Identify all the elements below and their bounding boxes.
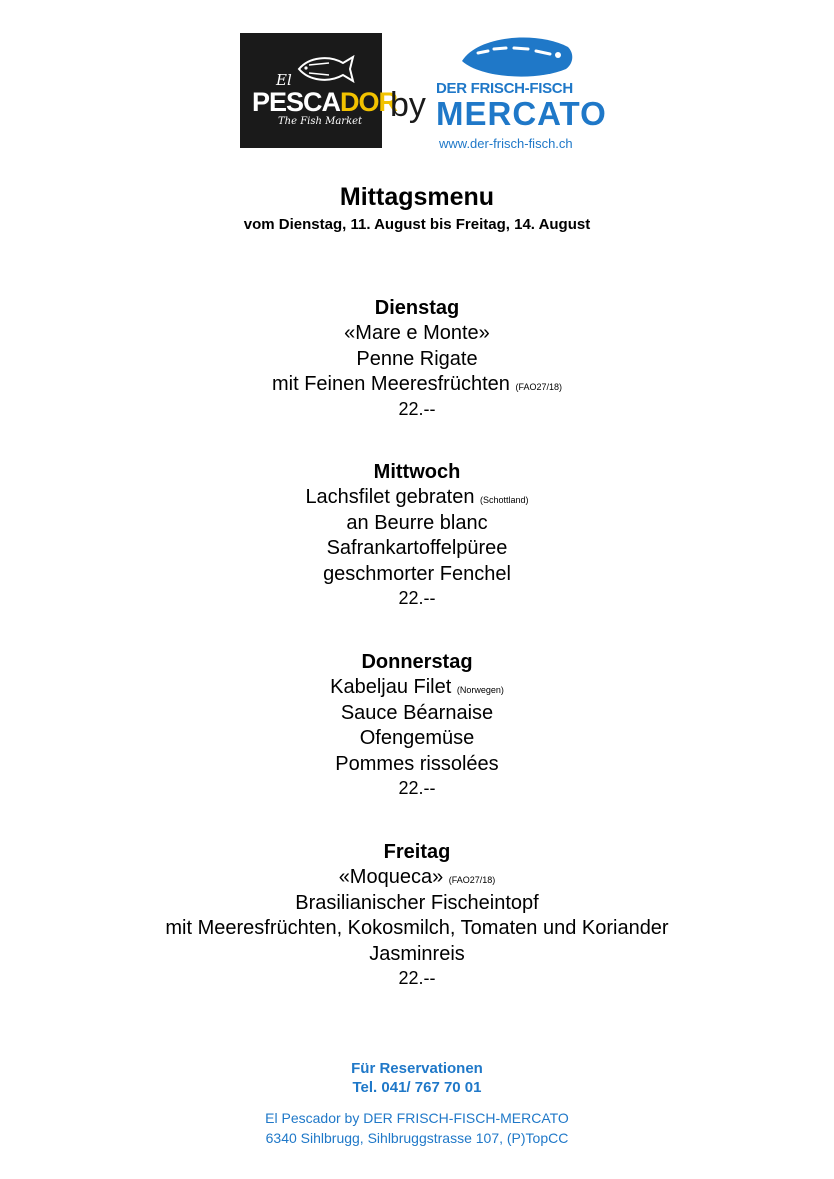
dish-text: Kabeljau Filet <box>330 676 452 698</box>
logo-pescador-wordmark <box>252 87 397 118</box>
logo-el-text: El <box>276 71 292 89</box>
logo-pescador-word-accent: DOR <box>340 87 398 117</box>
price: 22.-- <box>398 778 436 798</box>
reservation-phone[interactable]: Tel. 041/ 767 70 01 <box>352 1079 482 1096</box>
mercato-website[interactable]: www.der-frisch-fisch.ch <box>439 136 573 151</box>
mercato-line1: DER FRISCH-FISCH <box>436 80 573 97</box>
day-block-donnerstag <box>0 649 834 799</box>
dish-line <box>0 485 834 511</box>
origin-note: (FAO27/18) <box>448 875 496 885</box>
dish-line <box>0 726 834 752</box>
dish-line <box>0 916 834 942</box>
dish-line <box>0 321 834 347</box>
el-pescador-logo <box>240 33 398 148</box>
dish-text: Pommes rissolées <box>335 752 499 775</box>
dish-line <box>0 675 834 701</box>
by-text: by <box>390 86 426 124</box>
dish-text: an Beurre blanc <box>346 511 488 534</box>
price: 22.-- <box>398 968 436 988</box>
dish-text: Ofengemüse <box>359 727 475 749</box>
day-block-mittwoch <box>0 459 834 609</box>
origin-note: (FAO27/18) <box>515 382 562 392</box>
day-name: Mittwoch <box>373 461 461 483</box>
reservation-label: Für Reservationen <box>351 1060 483 1077</box>
day-block-freitag <box>0 839 834 989</box>
origin-note: (Schottland) <box>480 495 529 505</box>
address-block <box>0 1108 834 1148</box>
dish-line <box>0 511 834 537</box>
dish-line <box>0 347 834 373</box>
dish-text: mit Meeresfrüchten, Kokosmilch, Tomaten und Koriander <box>165 917 669 939</box>
fish-icon <box>295 51 357 87</box>
address-line-1: El Pescador by DER FRISCH-FISCH-MERCATO <box>265 1110 569 1126</box>
dish-line <box>0 372 834 398</box>
day-name: Dienstag <box>374 297 460 319</box>
mercato-logo <box>436 33 607 153</box>
dish-text: Brasilianischer Fischeintopf <box>295 891 539 914</box>
dish-line <box>0 865 834 891</box>
reservation-block <box>0 1059 834 1097</box>
day-name: Donnerstag <box>361 651 473 673</box>
dish-text: mit Feinen Meeresfrüchten <box>272 373 510 395</box>
fish-word-icon <box>458 33 578 79</box>
origin-note: (Norwegen) <box>456 685 504 695</box>
logo-pescador-word-main: PESCA <box>252 87 341 117</box>
dish-line <box>0 562 834 588</box>
day-block-dienstag <box>0 295 834 420</box>
logo-tagline: The Fish Market <box>278 116 363 127</box>
dish-text: Penne Rigate <box>356 347 478 370</box>
dish-text: geschmorter Fenchel <box>323 562 511 585</box>
dish-line <box>0 701 834 727</box>
dish-text: Sauce Béarnaise <box>340 701 494 724</box>
day-name: Freitag <box>383 841 451 863</box>
dish-text: Jasminreis <box>369 942 465 965</box>
dish-line <box>0 752 834 778</box>
dish-text: Safrankartoffelpüree <box>326 537 508 559</box>
page-title: Mittagsmenu <box>339 183 495 211</box>
mercato-line2: MERCATO <box>436 95 607 132</box>
page-subtitle: vom Dienstag, 11. August bis Freitag, 14. August <box>243 216 591 233</box>
dish-text: «Mare e Monte» <box>344 322 490 344</box>
price: 22.-- <box>398 398 436 419</box>
dish-line <box>0 942 834 968</box>
dish-text: Lachsfilet gebraten <box>305 486 475 508</box>
dish-line <box>0 536 834 562</box>
address-line-2: 6340 Sihlbrugg, Sihlbruggstrasse 107, (P)TopCC <box>265 1130 569 1146</box>
dish-line <box>0 891 834 917</box>
dish-text: «Moqueca» <box>338 866 444 888</box>
price: 22.-- <box>398 588 436 608</box>
